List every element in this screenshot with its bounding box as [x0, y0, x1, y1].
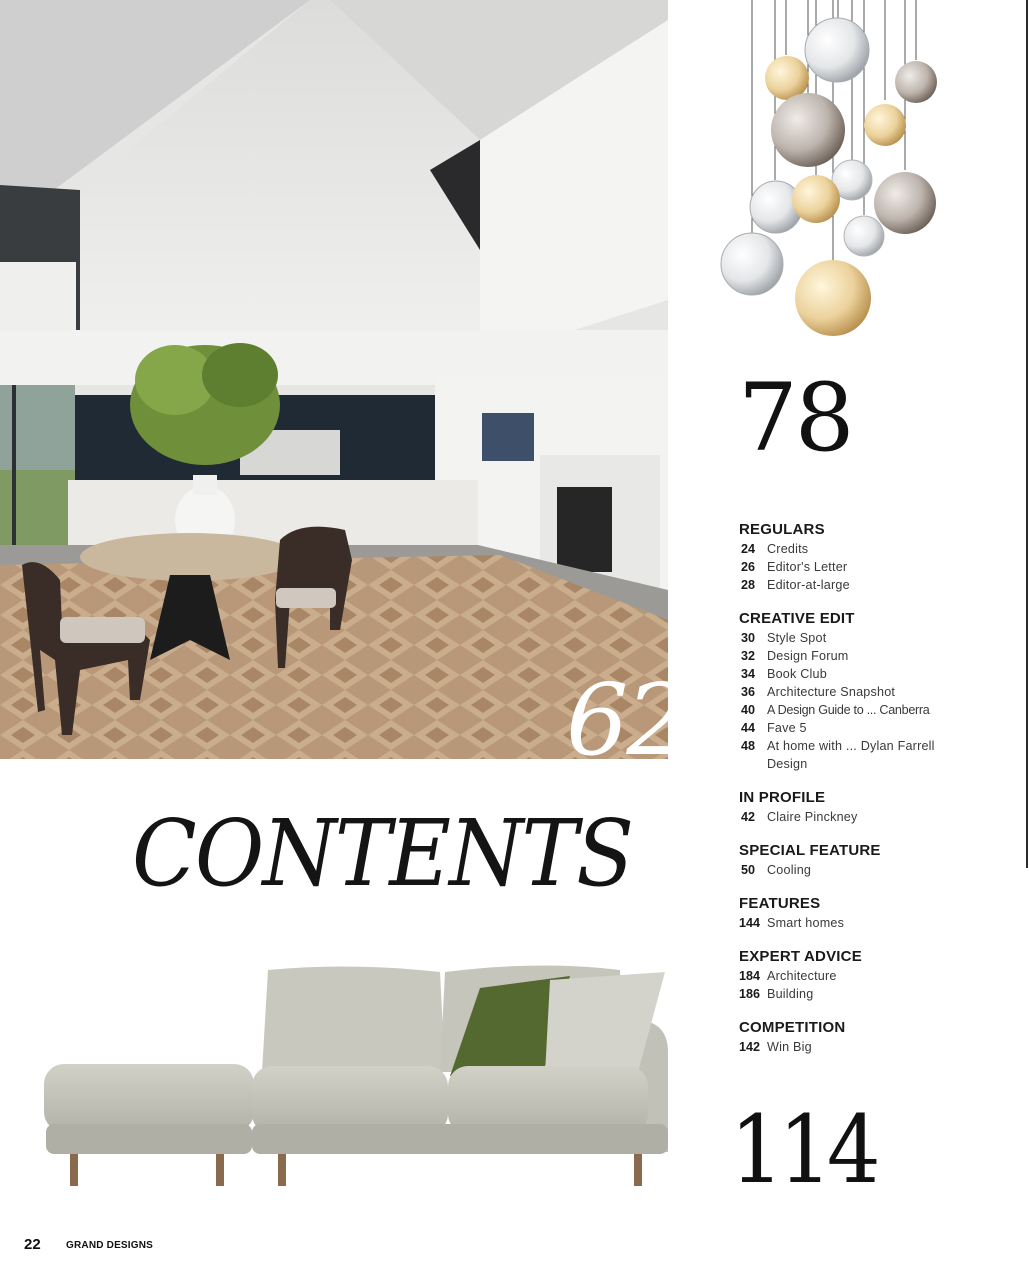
toc-entry[interactable]	[739, 1038, 979, 1056]
entry-page: 184	[739, 969, 761, 983]
toc-entry[interactable]	[739, 647, 979, 665]
facing-page-edge	[1026, 0, 1028, 868]
toc-entry[interactable]	[739, 737, 939, 773]
toc-entry[interactable]	[739, 808, 979, 826]
glass-pendant-lights-photo	[700, 0, 960, 350]
section-creative-edit	[739, 610, 979, 773]
entry-label: Design Forum	[767, 649, 849, 663]
entry-page: 32	[741, 649, 756, 663]
feature-page-number-114[interactable]: 114	[730, 1096, 876, 1205]
entry-label: Win Big	[767, 1040, 812, 1054]
section-special-feature	[739, 842, 979, 879]
section-heading: IN PROFILE	[739, 789, 826, 806]
sofa-photo	[40, 962, 672, 1192]
entry-label: Fave 5	[767, 721, 807, 735]
section-heading: REGULARS	[739, 521, 825, 538]
feature-page-number-62[interactable]: 62	[566, 664, 687, 778]
toc-entry[interactable]	[739, 629, 979, 647]
toc-entry[interactable]	[739, 719, 979, 737]
entry-page: 186	[739, 987, 761, 1001]
entry-label: Architecture Snapshot	[767, 685, 896, 699]
toc-entry[interactable]	[739, 701, 979, 719]
entry-label: Architecture	[767, 969, 837, 983]
entry-label: Credits	[767, 542, 809, 556]
section-in-profile	[739, 789, 979, 826]
entry-label: Claire Pinckney	[767, 810, 858, 824]
entry-page: 44	[741, 721, 756, 735]
toc-entry[interactable]	[739, 861, 979, 879]
toc-entry[interactable]	[739, 576, 979, 594]
page-folio: 22	[24, 1236, 41, 1253]
entry-label: Building	[767, 987, 814, 1001]
section-heading: EXPERT ADVICE	[739, 948, 862, 965]
entry-page: 40	[741, 703, 756, 717]
feature-page-number-78[interactable]: 78	[738, 364, 852, 473]
section-heading: CREATIVE EDIT	[739, 610, 855, 627]
entry-label: Editor-at-large	[767, 578, 850, 592]
entry-page: 50	[741, 863, 756, 877]
toc-entry[interactable]	[739, 683, 979, 701]
entry-page: 42	[741, 810, 756, 824]
entry-label: At home with ... Dylan Farrell Design	[767, 739, 935, 771]
section-features	[739, 895, 979, 932]
entry-page: 48	[741, 739, 756, 753]
page-title: CONTENTS	[132, 800, 633, 907]
entry-page: 30	[741, 631, 756, 645]
section-heading: FEATURES	[739, 895, 821, 912]
toc-entry[interactable]	[739, 540, 979, 558]
toc-entry[interactable]	[739, 967, 979, 985]
entry-page: 36	[741, 685, 756, 699]
section-heading: COMPETITION	[739, 1019, 846, 1036]
entry-page: 26	[741, 560, 756, 574]
entry-page: 142	[739, 1040, 761, 1054]
toc-entry[interactable]	[739, 985, 979, 1003]
toc-entry[interactable]	[739, 665, 979, 683]
entry-label: Book Club	[767, 667, 827, 681]
section-expert-advice	[739, 948, 979, 1003]
toc-entry[interactable]	[739, 558, 979, 576]
entry-page: 24	[741, 542, 756, 556]
entry-page: 34	[741, 667, 756, 681]
entry-label: Smart homes	[767, 916, 845, 930]
section-competition	[739, 1019, 979, 1056]
magazine-name: GRAND DESIGNS	[66, 1240, 154, 1251]
toc-entry[interactable]	[739, 914, 979, 932]
entry-page: 144	[739, 916, 761, 930]
section-regulars	[739, 521, 979, 594]
contents-list	[739, 521, 979, 1072]
entry-label: Style Spot	[767, 631, 827, 645]
entry-label: A Design Guide to ... Canberra	[767, 703, 930, 717]
entry-page: 28	[741, 578, 756, 592]
section-heading: SPECIAL FEATURE	[739, 842, 881, 859]
interior-dining-photo	[0, 0, 687, 778]
entry-label: Editor's Letter	[767, 560, 848, 574]
entry-label: Cooling	[767, 863, 812, 877]
